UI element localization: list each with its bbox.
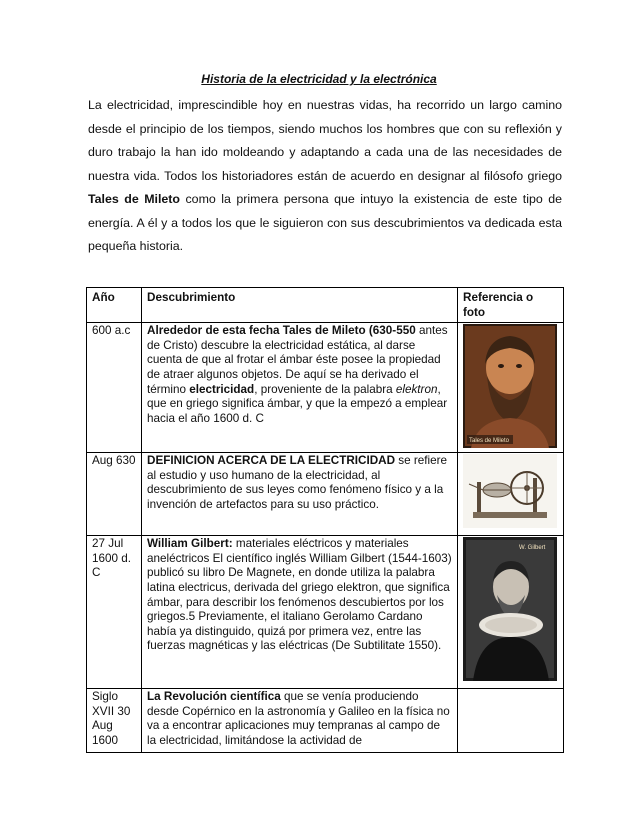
intro-text-part2: como la primera persona que intuyo la existencia de este tipo de energía. A él y a todos los que le siguieron con sus descubrimientos va dedicada esta pequeña historia.: [88, 192, 562, 253]
table-row: [87, 689, 564, 753]
row-text: que se venía produciendo desde Copérnico en la astronomía y Galileo en la física no va a encontrar aplicaciones muy tempranas al campo de la electricidad, limitándose la actividad de: [147, 690, 450, 747]
intro-bold-name: Tales de Mileto: [88, 192, 180, 206]
header-reference: Referencia o foto: [458, 288, 564, 323]
row-reference: [458, 323, 564, 453]
row-bold-term: electricidad: [189, 382, 255, 396]
row-year: Siglo XVII 30 Aug 1600: [87, 689, 142, 753]
row-description: [142, 536, 458, 689]
row-text: materiales eléctricos y materiales aneléctricos El científico inglés William Gilbert (1544-1603) publicó su libro De Magnete, en donde utiliza la palabra latina electricus, derivada del griego elektron, que significa ámbar, para describir los fenómenos descubiertos por los griegos.5 Previamente, el italiano Gerolamo Cardano había ya distinguido, quizá por primera vez, entre las fuerzas magnéticas y las eléctricas (De Subtilitate 1550).: [147, 537, 452, 653]
row-italic-term: elektron: [395, 382, 438, 396]
row-text: , que en griego significa ámbar, y que la empezó a emplear hacia el año 1600 d. C: [147, 382, 448, 425]
table-row: [87, 453, 564, 536]
thales-portrait-image: [463, 324, 557, 448]
gilbert-caption: W. Gilbert: [519, 545, 546, 552]
table-row: [87, 536, 564, 689]
row-text: antes de Cristo) descubre la electricidad estática, al darse cuenta de que al frotar el ámbar éste posee la propiedad de atraer algunos objetos. De aquí se ha derivado el término: [147, 324, 448, 396]
document-title: Historia de la electricidad y la electrónica: [201, 72, 437, 86]
row-text: se refiere al estudio y uso humano de la electricidad, al descubrimiento de sus leyes como fenómeno físico y a la invención de artefactos para su uso práctico.: [147, 454, 448, 511]
row-year: 600 a.c: [87, 323, 142, 453]
row-reference: [458, 536, 564, 689]
history-table: [86, 287, 564, 753]
row-reference: [458, 453, 564, 536]
row-year: Aug 630: [87, 453, 142, 536]
row-bold-lead: La Revolución científica: [147, 690, 281, 704]
header-discovery: Descubrimiento: [142, 288, 458, 323]
electrostatic-machine-image: [463, 454, 557, 528]
row-description: [142, 323, 458, 453]
row-reference: [458, 689, 564, 753]
row-bold-lead: DEFINICION ACERCA DE LA ELECTRICIDAD: [147, 454, 396, 468]
row-bold-lead: William Gilbert:: [147, 537, 233, 551]
intro-text-part1: La electricidad, imprescindible hoy en nuestras vidas, ha recorrido un largo camino desde el principio de los tiempos, siendo muchos los hombres que con su reflexión y duro trabajo la han ido moldeando y adaptando a cada una de las necesidades de nuestra vida. Todos los historiadores están de acuerdo en designar al filósofo griego: [88, 98, 562, 183]
row-bold-lead: Alrededor de esta fecha Tales de Mileto (630-550: [147, 324, 416, 338]
gilbert-portrait-image: [463, 537, 557, 681]
row-description: [142, 453, 458, 536]
row-year: 27 Jul 1600 d. C: [87, 536, 142, 689]
thales-caption: Tales de Mileto: [469, 438, 510, 445]
header-year: Año: [87, 288, 142, 323]
row-text: , proveniente de la palabra: [254, 382, 396, 396]
table-header-row: [87, 288, 564, 323]
intro-paragraph: [88, 94, 562, 259]
row-description: [142, 689, 458, 753]
table-row: [87, 323, 564, 453]
